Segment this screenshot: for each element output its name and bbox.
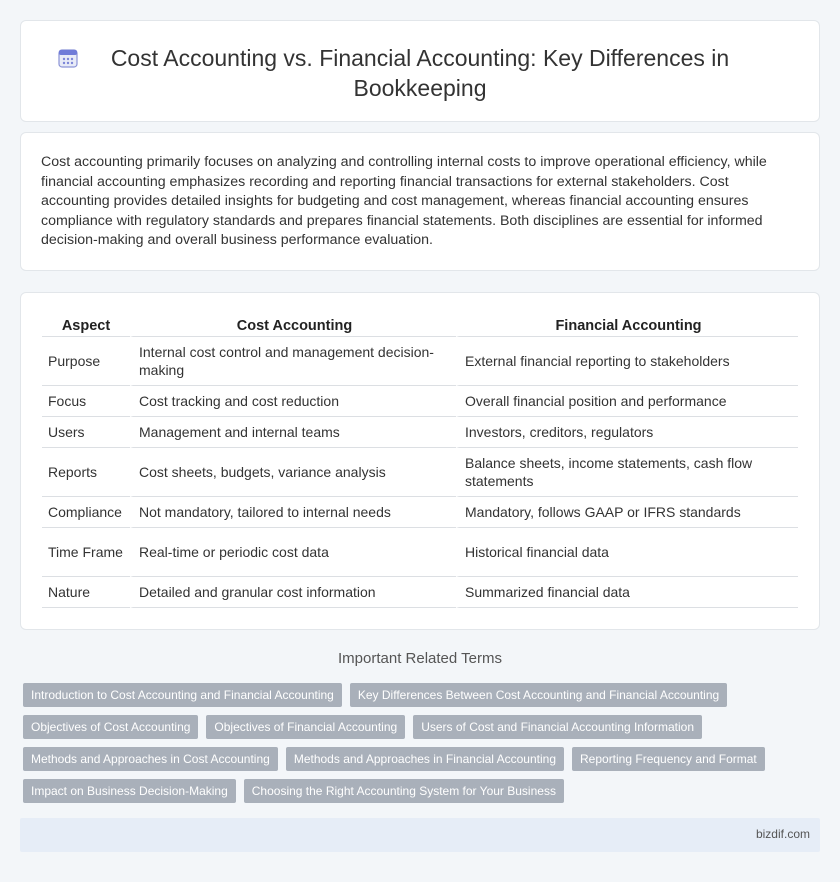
comparison-table-card	[20, 292, 820, 630]
cell-aspect: Focus	[42, 386, 130, 417]
cell-cost: Cost tracking and cost reduction	[130, 386, 456, 417]
cell-aspect: Users	[42, 417, 130, 448]
intro-paragraph: Cost accounting primarily focuses on analyzing and controlling internal costs to improve operational efficiency, while financial accounting emphasizes recording and reporting financial transactions for external stakeholders. Cost accounting provides detailed insights for budgeting and cost management, whereas financial accounting ensures compliance with regulatory standards and prepares financial statements. Both disciplines are essential for informed decision-making and overall business performance evaluation.	[41, 154, 767, 248]
cell-cost: Management and internal teams	[130, 417, 456, 448]
table-row	[42, 417, 798, 448]
cell-cost: Internal cost control and management decision-making	[130, 337, 456, 386]
related-term-tag[interactable]: Objectives of Financial Accounting	[206, 715, 405, 739]
related-term-tag[interactable]: Methods and Approaches in Cost Accounting	[23, 747, 278, 771]
cell-aspect: Purpose	[42, 337, 130, 386]
cell-aspect: Compliance	[42, 497, 130, 528]
related-term-tag[interactable]: Methods and Approaches in Financial Accounting	[286, 747, 564, 771]
cell-financial: Summarized financial data	[456, 577, 798, 608]
table-row	[42, 528, 798, 577]
related-term-tag[interactable]: Objectives of Cost Accounting	[23, 715, 198, 739]
cell-cost: Detailed and granular cost information	[130, 577, 456, 608]
related-term-tag[interactable]: Choosing the Right Accounting System for Your Business	[244, 779, 564, 803]
related-term-tag[interactable]: Users of Cost and Financial Accounting Information	[413, 715, 702, 739]
footer-site-link[interactable]: bizdif.com	[755, 827, 810, 841]
table-row	[42, 577, 798, 608]
header-cost-accounting: Cost Accounting	[130, 313, 456, 337]
cell-aspect: Reports	[42, 448, 130, 497]
related-term-tag[interactable]: Key Differences Between Cost Accounting and Financial Accounting	[350, 683, 727, 707]
table-row	[42, 386, 798, 417]
related-terms-list	[23, 683, 803, 803]
cell-financial: Overall financial position and performance	[456, 386, 798, 417]
cell-financial: Mandatory, follows GAAP or IFRS standards	[456, 497, 798, 528]
header-financial-accounting: Financial Accounting	[456, 313, 798, 337]
cell-financial: Balance sheets, income statements, cash flow statements	[456, 448, 798, 497]
cell-cost: Real-time or periodic cost data	[130, 528, 456, 577]
related-term-tag[interactable]: Impact on Business Decision-Making	[23, 779, 236, 803]
intro-card	[20, 132, 820, 271]
related-term-tag[interactable]: Reporting Frequency and Format	[572, 747, 765, 771]
header-aspect: Aspect	[42, 313, 130, 337]
table-header-row	[42, 313, 798, 337]
cell-financial: Investors, creditors, regulators	[456, 417, 798, 448]
footer	[20, 818, 820, 852]
table-row	[42, 448, 798, 497]
cell-cost: Not mandatory, tailored to internal needs	[130, 497, 456, 528]
related-term-tag[interactable]: Introduction to Cost Accounting and Financial Accounting	[23, 683, 342, 707]
table-row	[42, 497, 798, 528]
page-title: Cost Accounting vs. Financial Accounting: Key Differences in Bookkeeping	[110, 45, 730, 101]
related-terms-heading: Important Related Terms	[338, 650, 502, 667]
cell-aspect: Time Frame	[42, 528, 130, 577]
cell-financial: External financial reporting to stakeholders	[456, 337, 798, 386]
cell-aspect: Nature	[42, 577, 130, 608]
comparison-table	[42, 313, 798, 608]
cell-financial: Historical financial data	[456, 528, 798, 577]
table-row	[42, 337, 798, 386]
header-card	[20, 20, 820, 122]
cell-cost: Cost sheets, budgets, variance analysis	[130, 448, 456, 497]
